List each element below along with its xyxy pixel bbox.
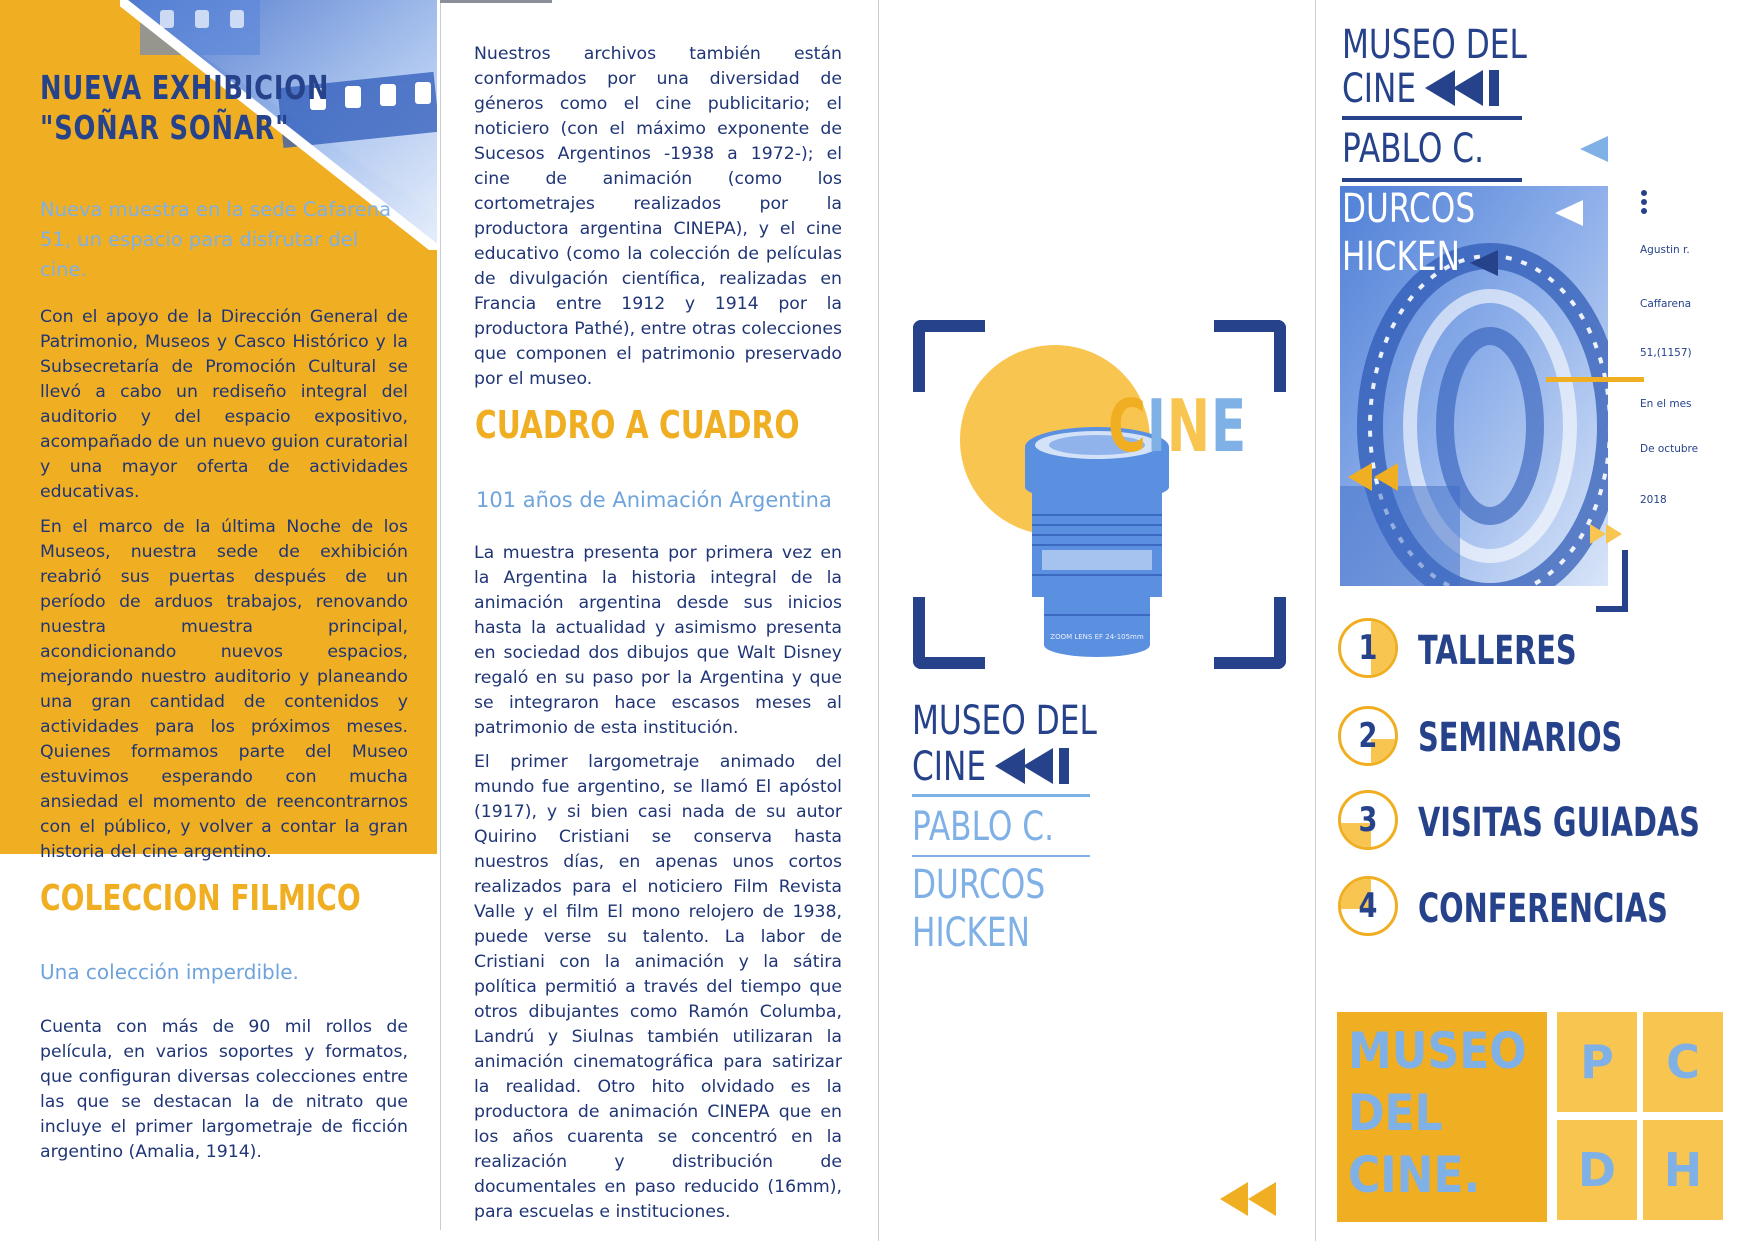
- collection-subtitle: Una colección imperdible.: [40, 960, 299, 984]
- footer-letter-c: C: [1643, 1012, 1723, 1112]
- info-line-1: Agustin r.: [1640, 244, 1690, 256]
- badge-4: [1338, 876, 1398, 936]
- activity-talleres: TALLERES: [1418, 628, 1577, 674]
- badge-number: 4: [1358, 886, 1378, 926]
- exhibition-paragraph-1: Con el apoyo de la Dirección General de Patrimonio, Museos y Casco Histórico y la Subsecretaría de Promoción Cultural se llevó a cabo un rediseño integral del auditorio y del espacio expositivo, acompañado de un nuevo guion curatorial y una mayor oferta de actividades educativas.: [40, 307, 408, 502]
- info-line-5: De octubre: [1640, 443, 1699, 455]
- lens-label: ZOOM LENS EF 24-105mm: [1050, 633, 1144, 641]
- rewind-icon-back: [1425, 70, 1505, 110]
- back-logo-line-1: MUSEO DEL: [1342, 22, 1527, 68]
- collection-body: Cuenta con más de 90 mil rollos de película, en varios soportes y formatos, que configuran diversas colecciones entre las que se destacan la de nitrato que incluye el primer largometraje de ficción argentino (Amalia, 1914).: [40, 1017, 408, 1162]
- activity-seminarios: SEMINARIOS: [1418, 715, 1623, 761]
- triangle-icon-1: [1580, 136, 1608, 166]
- cine-letter-c: C: [1108, 384, 1147, 468]
- badge-2: [1338, 706, 1398, 766]
- dots-icon[interactable]: [1641, 190, 1647, 214]
- activity-visitas-guiadas: VISITAS GUIADAS: [1418, 800, 1700, 846]
- badge-number: 1: [1358, 628, 1378, 668]
- exhibition-heading: NUEVA EXHIBICION "SOÑAR SOÑAR": [40, 68, 330, 147]
- rewind-arrow-icon: [1220, 1182, 1280, 1220]
- cover-logo-line-2: CINE: [912, 744, 987, 790]
- cover-logo-line-3: PABLO C.: [912, 804, 1055, 850]
- section-title: CUADRO A CUADRO: [475, 403, 800, 447]
- back-logo-rule-2: [1342, 178, 1522, 182]
- cine-word: [1108, 384, 1247, 468]
- cover-logo-line-1: MUSEO DEL: [912, 698, 1097, 744]
- animation-paragraph-1: La muestra presenta por primera vez en la Argentina la historia integral de la animación argentina desde sus inicios hasta la actualidad y asimismo presenta en sociedad dos dibujos que Walt Disney regaló en su paso por la Argentina y que se integraron hace escasos meses al patrimonio de esta institución.: [474, 543, 842, 738]
- activity-conferencias: CONFERENCIAS: [1418, 886, 1668, 932]
- cover-logo-rule-1: [912, 794, 1090, 797]
- forward-orange-icon: [1590, 524, 1626, 548]
- frame-corner-top-right: [1214, 320, 1286, 392]
- cover-logo-rule-2: [912, 855, 1090, 857]
- archive-paragraph: Nuestros archivos también están conformados por una diversidad de géneros como el cine publicitario; el noticiero (con el máximo exponente de Sucesos Argentinos -1938 a 1972-); el cine de animación (como los cortometrajes realizados por la productora argentina CINEPA), y el cine educativo (como la colección de películas de divulgación científica, realizadas en Francia entre 1912 y 1914 por la productora Pathé), entre otras colecciones que componen el patrimonio preservado por el museo.: [474, 44, 842, 389]
- footer-letter-p: P: [1557, 1012, 1637, 1112]
- exhibition-paragraph-2: En el marco de la última Noche de los Museos, nuestra sede de exhibición reabrió sus puertas después de un período de arduos trabajos, renovando nuestra muestra principal, acondicionando nuevos espacios, mejorando nuestro auditorio y planeando una gran cantidad de contenidos y actividades para los próximos meses. Quienes formamos parte del Museo estuvimos esperando con mucha ansiedad el momento de reencontrarnos con el público, y volver a contar la gran historia del cine argentino.: [40, 517, 408, 862]
- footer-logo-text: [1348, 1020, 1527, 1206]
- accent-line: [1546, 377, 1644, 382]
- footer-letter-d: D: [1557, 1120, 1637, 1220]
- triangle-icon-2: [1555, 200, 1583, 230]
- section-subtitle: 101 años de Animación Argentina: [476, 488, 832, 512]
- exhibition-subtitle: Nueva muestra en la sede Cafarena 51, un espacio para disfrutar del cine.: [40, 198, 392, 281]
- frame-corner-bottom-right: [1214, 597, 1286, 669]
- rewind-orange-icon: [1348, 463, 1400, 495]
- back-logo-line-5: HICKEN: [1342, 234, 1460, 280]
- info-line-2: Caffarena: [1640, 298, 1692, 310]
- info-line-3: 51,(1157): [1640, 347, 1692, 359]
- cine-letter-i: I: [1146, 384, 1167, 468]
- frame-corner-bottom-left: [913, 597, 985, 669]
- badge-number: 3: [1358, 800, 1378, 840]
- cine-letter-e: E: [1210, 384, 1248, 468]
- cine-letter-n: N: [1166, 384, 1211, 468]
- back-logo-line-3: PABLO C.: [1342, 126, 1485, 172]
- photo-corner: [1596, 550, 1628, 612]
- cover-logo-line-4: DURCOS: [912, 862, 1046, 908]
- footer-word-2: DEL: [1348, 1084, 1443, 1142]
- panel-exhibition: [0, 0, 440, 1241]
- footer-letter-h: H: [1643, 1120, 1723, 1220]
- collection-title: COLECCION FILMICO: [40, 878, 361, 919]
- badge-number: 2: [1358, 716, 1378, 756]
- badge-3: [1338, 790, 1398, 850]
- triangle-icon-3: [1470, 250, 1498, 280]
- footer-word-1: MUSEO: [1348, 1022, 1527, 1080]
- info-line-4: En el mes: [1640, 398, 1692, 410]
- badge-1: [1338, 618, 1398, 678]
- info-line-6: 2018: [1640, 494, 1667, 506]
- footer-word-3: CINE.: [1348, 1146, 1481, 1204]
- back-logo-line-2: CINE: [1342, 66, 1417, 112]
- cover-logo-line-5: HICKEN: [912, 910, 1030, 956]
- rewind-icon: [995, 748, 1075, 788]
- back-logo-line-4: DURCOS: [1342, 186, 1476, 232]
- frame-corner-top-left: [913, 320, 985, 392]
- animation-paragraph-2: El primer largometraje animado del mundo fue argentino, se llamó El apóstol (1917), y si bien casi nada de su autor Quirino Cristiani se conserva hasta nuestros días, en apenas unos cortos realizados para el noticiero Film Revista Valle y el film El mono relojero de 1938, puede verse su talento. La labor de Cristiani con la animación y la sátira política permitió a través del tiempo que otros dibujantes como Ramón Columba, Landrú y Siulnas también utilizaran la animación cinematográfica para satirizar la realidad. Otro hito olvidado es la productora de animación CINEPA que en los años cuarenta se concentró en la realización y distribución de documentales en paso reducido (16mm), para escuelas e instituciones.: [474, 752, 842, 1222]
- back-logo-rule-1: [1342, 116, 1522, 120]
